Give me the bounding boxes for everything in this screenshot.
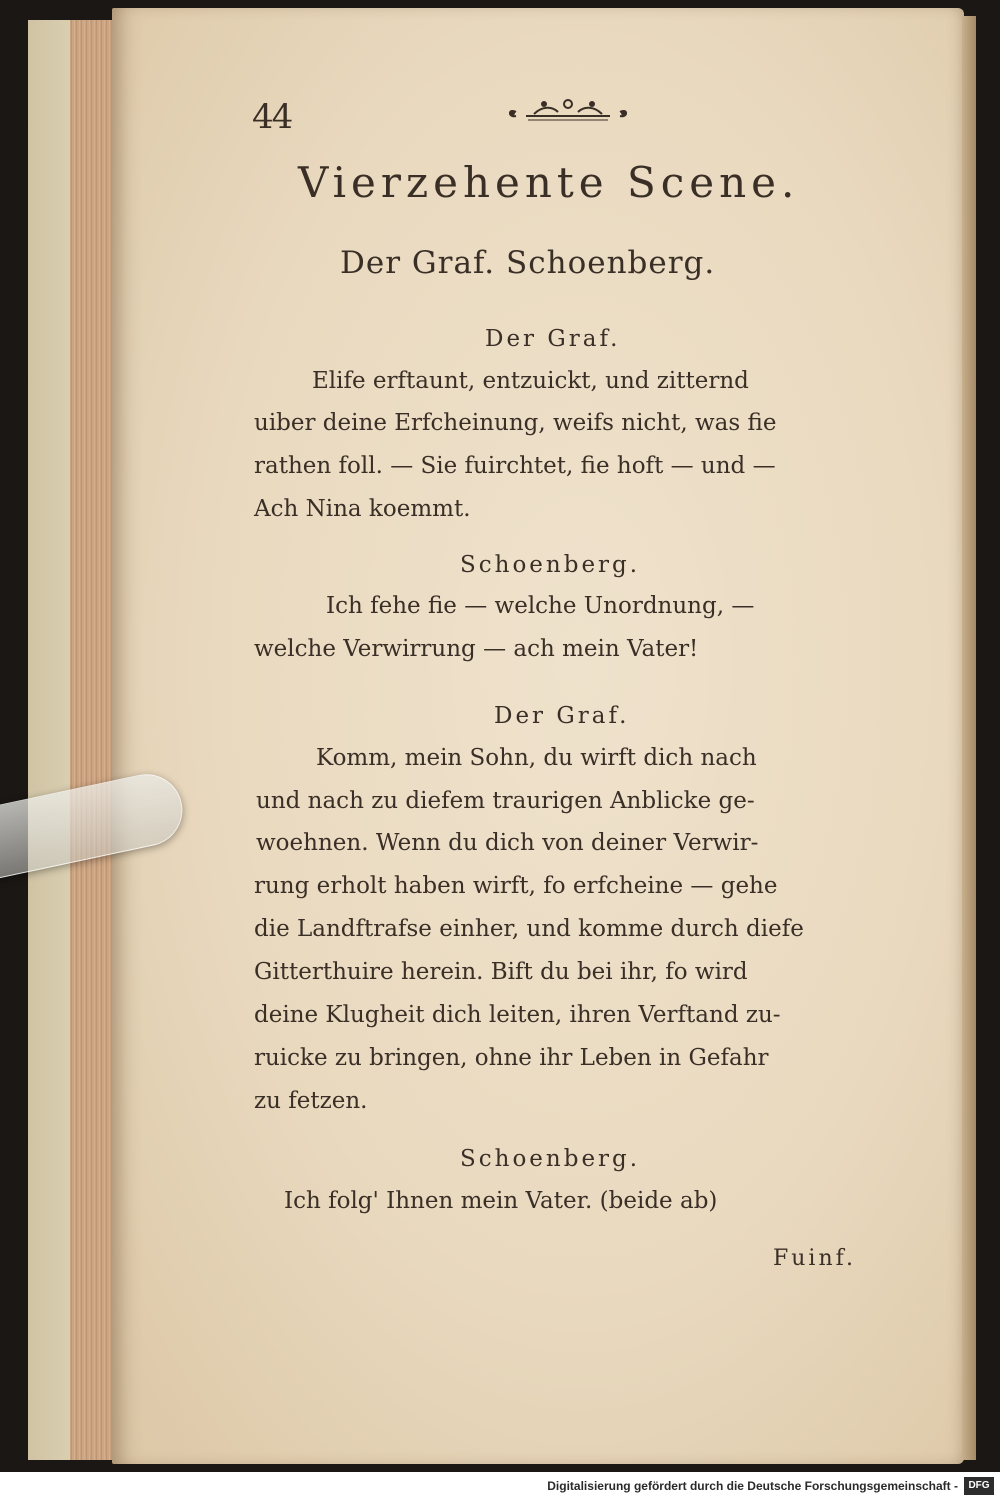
ornament-icon	[504, 92, 632, 126]
speaker-label: Schoenberg.	[460, 552, 641, 578]
opposite-page-edge	[962, 16, 976, 1460]
speaker-label: Der Graf.	[485, 326, 621, 352]
text-line: Gitterthuire herein. Bift du bei ihr, fo wird	[254, 959, 748, 985]
text-line: Ich folg' Ihnen mein Vater. (beide ab)	[284, 1188, 718, 1214]
footer-bar	[0, 1472, 1000, 1502]
catchword: Fuinf.	[773, 1246, 856, 1271]
page-number: 44	[252, 97, 292, 137]
text-line: zu fetzen.	[254, 1088, 368, 1114]
text-line: uiber deine Erfcheinung, weifs nicht, was fie	[254, 410, 777, 436]
text-line: rung erholt haben wirft, fo erfcheine — gehe	[254, 873, 778, 899]
text-line: Ach Nina koemmt.	[254, 496, 471, 522]
text-line: Ich fehe fie — welche Unordnung, —	[326, 593, 755, 619]
text-line: woehnen. Wenn du dich von deiner Verwir-	[256, 830, 759, 856]
text-line: und nach zu diefem traurigen Anblicke ge-	[256, 788, 755, 814]
scene-title: Vierzehente Scene.	[298, 158, 800, 207]
footer-credit: Digitalisierung gefördert durch die Deutsche Forschungsgemeinschaft -	[547, 1479, 958, 1493]
text-line: Komm, mein Sohn, du wirft dich nach	[316, 745, 757, 771]
cover-edge	[28, 20, 70, 1460]
dfg-logo-icon: DFG	[964, 1477, 994, 1495]
text-line: deine Klugheit dich leiten, ihren Verftand zu-	[254, 1002, 781, 1028]
text-line: welche Verwirrung — ach mein Vater!	[254, 636, 699, 662]
text-line: Elife erftaunt, entzuickt, und zitternd	[312, 368, 749, 394]
text-line: rathen foll. — Sie fuirchtet, fie hoft — und —	[254, 453, 776, 479]
persons-line: Der Graf. Schoenberg.	[340, 245, 716, 281]
speaker-label: Schoenberg.	[460, 1146, 641, 1172]
text-line: die Landftrafse einher, und komme durch diefe	[254, 916, 804, 942]
text-line: ruicke zu bringen, ohne ihr Leben in Gefahr	[254, 1045, 769, 1071]
speaker-label: Der Graf.	[494, 703, 630, 729]
